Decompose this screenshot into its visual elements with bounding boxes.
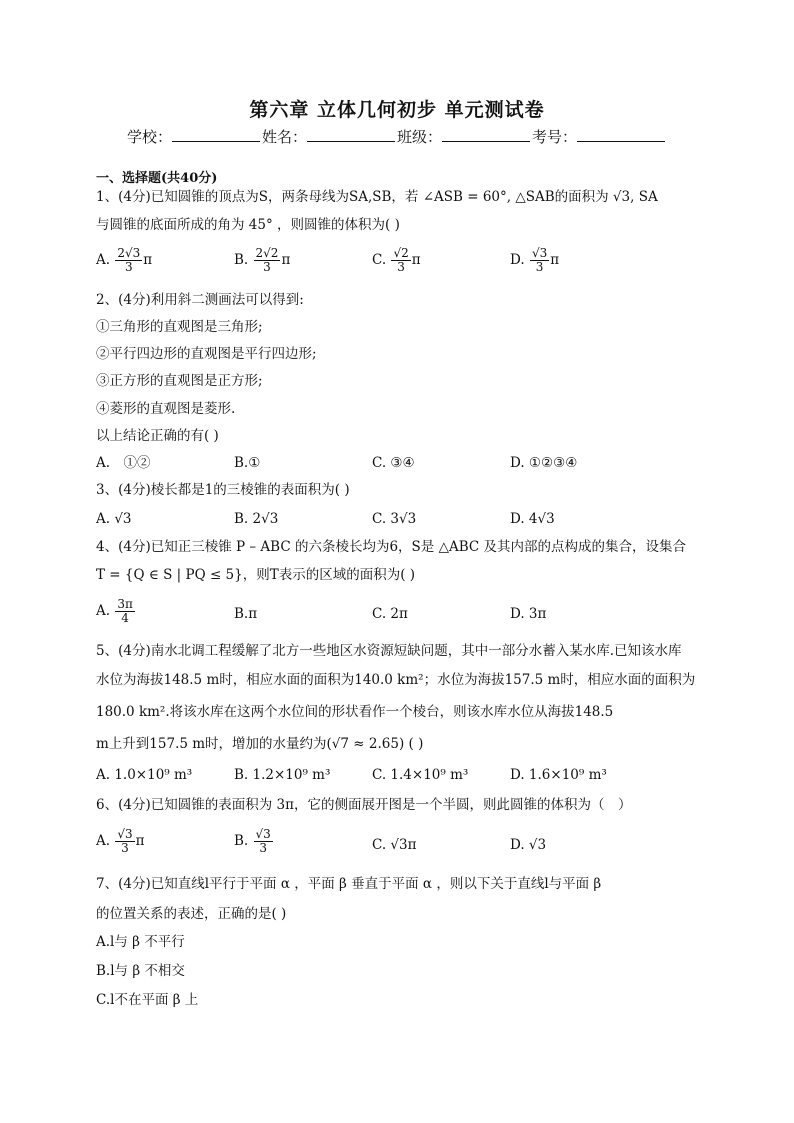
number-label: 考号：	[532, 128, 578, 146]
q1-option-c	[372, 247, 421, 274]
q1-d-prefix: D.	[510, 252, 525, 268]
q4-option-d: D. 3π	[510, 606, 547, 622]
q6-b-den: 3	[259, 841, 267, 855]
q4-option-c: C. 2π	[372, 606, 408, 622]
q4-a-fraction	[115, 598, 135, 625]
name-blank	[307, 127, 395, 142]
q7-option-c: C.l不在平面 β 上	[96, 992, 199, 1008]
q6-a-den: 3	[121, 841, 129, 855]
page-title: 第六章 立体几何初步 单元测试卷	[249, 99, 545, 121]
q1-option-d	[510, 247, 559, 274]
q5-line3: 180.0 km².将该水库在这两个水位间的形状看作一个棱台，则该水库水位从海拔148.5	[96, 704, 614, 720]
q1-line2: 与圆锥的底面所成的角为 45° ，则圆锥的体积为( )	[96, 217, 400, 233]
q1-a-prefix: A.	[96, 252, 111, 268]
q4-option-b: B.π	[234, 606, 258, 622]
q3-option-c: C. 3√3	[372, 511, 417, 527]
q6-option-b	[234, 828, 274, 855]
q5-option-b: B. 1.2×10⁹ m³	[234, 767, 331, 783]
q7-option-b: B.l与 β 不相交	[96, 963, 185, 979]
q1-a-suffix: π	[143, 252, 153, 268]
q1-b-suffix: π	[281, 252, 291, 268]
q5-line1: 5、(4分)南水北调工程缓解了北方一些地区水资源短缺问题，其中一部分水蓄入某水库.已知该水库	[96, 643, 682, 659]
q1-line1: 1、(4分)已知圆锥的顶点为S，两条母线为SA,SB，若 ∠ASB = 60°, △SAB的面积为 √3, SA	[96, 189, 658, 205]
q6-a-prefix: A.	[96, 833, 111, 849]
q1-c-den: 3	[397, 260, 405, 274]
q2-option-d: D. ①②③④	[510, 455, 578, 471]
q4-a-num: 3π	[117, 597, 133, 611]
school-label: 学校：	[126, 128, 172, 146]
q2-option-c: C. ③④	[372, 455, 415, 471]
q6-a-suffix: π	[135, 833, 145, 849]
class-label: 班级：	[397, 128, 443, 146]
name-label: 姓名：	[261, 128, 307, 146]
q3-line1: 3、(4分)棱长都是1的三棱锥的表面积为( )	[96, 482, 350, 498]
q5-option-d: D. 1.6×10⁹ m³	[510, 767, 607, 783]
q7-option-a: A.l与 β 不平行	[96, 934, 185, 950]
q6-b-fraction	[254, 828, 273, 855]
q2-item4: ④菱形的直观图是菱形.	[96, 401, 236, 417]
q5-option-c: C. 1.4×10⁹ m³	[372, 767, 469, 783]
q1-b-prefix: B.	[234, 252, 249, 268]
q1-a-fraction	[115, 247, 142, 274]
q5-line4: m上升到157.5 m时，增加的水量约为(√7 ≈ 2.65) ( )	[96, 736, 424, 752]
q1-c-num: √2	[393, 246, 409, 260]
q6-option-a	[96, 828, 145, 855]
q1-option-b	[234, 247, 290, 274]
q1-c-prefix: C.	[372, 252, 387, 268]
q7-line2: 的位置关系的表述，正确的是( )	[96, 906, 287, 922]
q1-d-den: 3	[535, 260, 544, 274]
q2-line1: 2、(4分)利用斜二测画法可以得到:	[96, 292, 304, 308]
q6-a-num: √3	[117, 827, 133, 841]
q6-option-d: D. √3	[510, 837, 547, 853]
q1-b-fraction	[254, 247, 281, 274]
q2-option-b: B.①	[234, 455, 261, 471]
q5-line2: 水位为海拔148.5 m时，相应水面的面积为140.0 km²；水位为海拔157.5 m时，相应水面的面积为	[96, 672, 696, 688]
q1-d-suffix: π	[550, 252, 560, 268]
q4-a-prefix: A.	[96, 603, 111, 619]
q1-a-num: 2√3	[117, 246, 141, 260]
q1-b-den: 3	[263, 260, 271, 274]
q4-a-den: 4	[121, 611, 129, 625]
q2-option-a: A. ①②	[96, 455, 151, 471]
q3-option-d: D. 4√3	[510, 511, 555, 527]
q1-d-fraction	[530, 247, 549, 274]
q6-b-prefix: B.	[234, 833, 249, 849]
q2-item3: ③正方形的直观图是正方形;	[96, 373, 263, 389]
q1-d-num: √3	[531, 246, 548, 260]
q1-c-fraction	[391, 247, 410, 274]
student-info-row	[0, 126, 794, 147]
q3-option-a: A. √3	[96, 511, 132, 527]
section-heading: 一、选择题(共40分)	[96, 171, 218, 186]
q1-b-num: 2√2	[255, 246, 279, 260]
q3-option-b: B. 2√3	[234, 511, 279, 527]
q6-line1: 6、(4分)已知圆锥的表面积为 3π，它的侧面展开图是一个半圆，则此圆锥的体积为（ ）	[96, 797, 632, 813]
class-blank	[442, 127, 530, 142]
school-blank	[172, 127, 260, 142]
q2-item1: ①三角形的直观图是三角形;	[96, 319, 263, 335]
q4-option-a	[96, 598, 136, 625]
q6-b-num: √3	[255, 827, 271, 841]
q6-a-fraction	[115, 828, 134, 855]
q4-line2: T = {Q ∈ S | PQ ≤ 5}，则T表示的区域的面积为( )	[96, 567, 416, 583]
q2-item2: ②平行四边形的直观图是平行四边形;	[96, 346, 317, 362]
q6-option-c: C. √3π	[372, 837, 417, 853]
q5-option-a: A. 1.0×10⁹ m³	[96, 767, 193, 783]
q1-c-suffix: π	[411, 252, 421, 268]
q1-option-a	[96, 247, 152, 274]
q7-line1: 7、(4分)已知直线l平行于平面 α ，平面 β 垂直于平面 α ，则以下关于直线l与平面 β	[96, 876, 602, 892]
q2-line-end: 以上结论正确的有( )	[96, 428, 219, 444]
q1-a-den: 3	[124, 260, 133, 274]
number-blank	[577, 127, 665, 142]
q4-line1: 4、(4分)已知正三棱锥 P – ABC 的六条棱长均为6，S是 △ABC 及其内部的点构成的集合，设集合	[96, 539, 687, 555]
